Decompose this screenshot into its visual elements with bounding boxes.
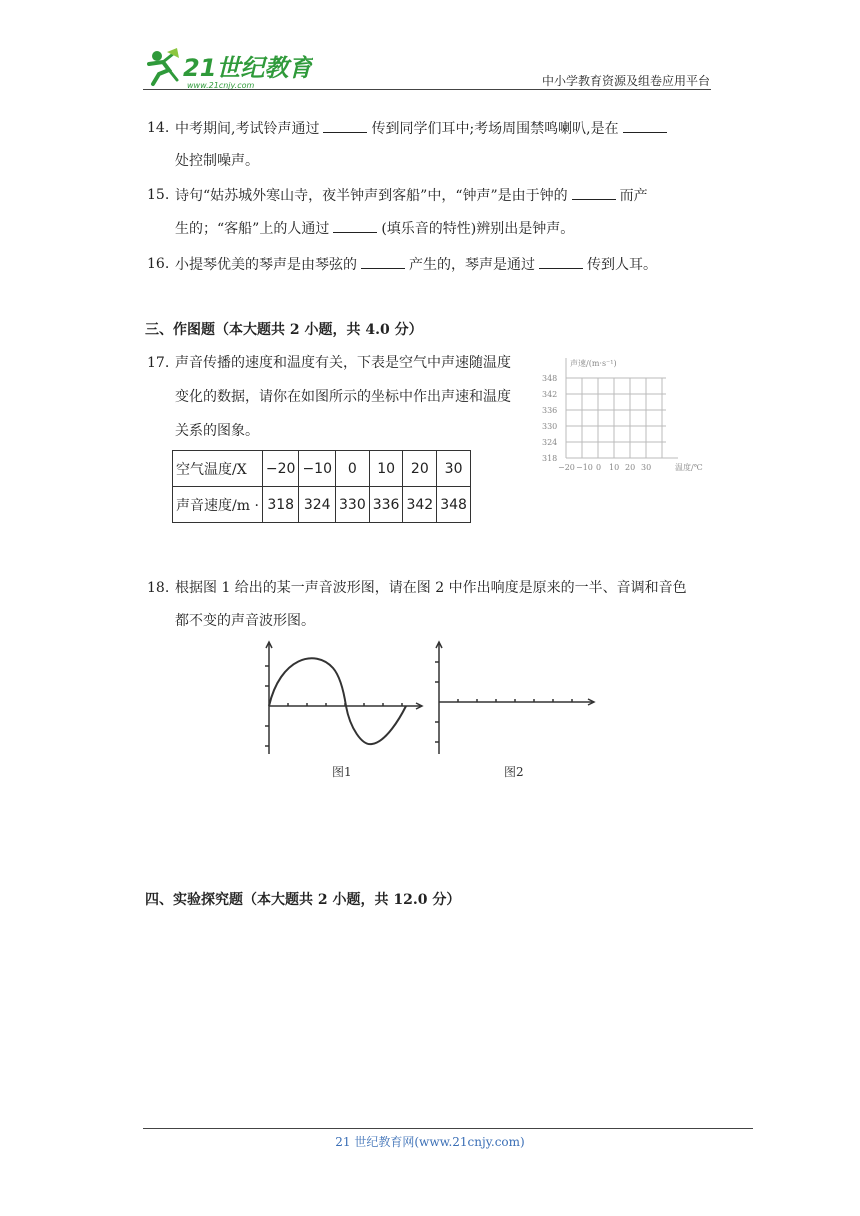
q14-line1: 中考期间,考试铃声通过 传到同学们耳中;考场周围禁鸣喇叭,是在 xyxy=(175,118,671,139)
table-row xyxy=(173,487,471,523)
table-row xyxy=(173,451,471,487)
grid-x-tick: 30 xyxy=(641,463,652,472)
grid-x-tick: 0 xyxy=(596,463,602,472)
table-cell: 空气温度/X xyxy=(173,451,263,487)
grid-x-tick: −10 xyxy=(576,463,593,472)
footer-link[interactable]: 21 世纪教育网(www.21cnjy.com) xyxy=(335,1135,525,1149)
q18-line2: 都不变的声音波形图。 xyxy=(175,613,315,629)
table-cell: 342 xyxy=(403,487,437,523)
sound-speed-table xyxy=(172,450,471,523)
q16-line: 小提琴优美的琴声是由琴弦的 产生的，琴声是通过 传到人耳。 xyxy=(175,254,657,275)
table-cell: 318 xyxy=(262,487,299,523)
q15-line1: 诗句“姑苏城外寒山寺，夜半钟声到客船”中，“钟声”是由于钟的 而产 xyxy=(175,185,648,206)
table-cell: −10 xyxy=(299,451,336,487)
table-cell: 324 xyxy=(299,487,336,523)
table-cell: 336 xyxy=(369,487,403,523)
svg-text:www.21cnjy.com: www.21cnjy.com xyxy=(187,81,255,90)
grid-x-label: 温度/℃ xyxy=(675,463,703,472)
figure-2-axes xyxy=(430,638,600,783)
table-cell: 10 xyxy=(369,451,403,487)
grid-y-tick: 342 xyxy=(542,390,558,399)
figure-2-caption: 图2 xyxy=(504,765,524,779)
grid-y-tick: 336 xyxy=(542,406,558,415)
table-cell: 声音速度/m · xyxy=(173,487,263,523)
table-cell: 30 xyxy=(437,451,471,487)
q14-blank-2[interactable] xyxy=(623,118,667,133)
grid-y-tick: 330 xyxy=(542,422,558,431)
q18-line1: 根据图 1 给出的某一声音波形图，请在图 2 中作出响度是原来的一半、音调和音色 xyxy=(175,580,687,596)
q15-blank-1[interactable] xyxy=(572,185,616,200)
figure-1-waveform xyxy=(260,638,430,783)
section-3-heading: 三、作图题（本大题共 2 小题，共 4.0 分） xyxy=(145,322,423,338)
speed-temperature-grid xyxy=(540,352,715,474)
grid-x-tick: −20 xyxy=(558,463,575,472)
table-cell: 0 xyxy=(336,451,370,487)
q16-blank-2[interactable] xyxy=(539,254,583,269)
q17-line2: 变化的数据，请你在如图所示的坐标中作出声速和温度 xyxy=(175,389,511,405)
q17-line3: 关系的图象。 xyxy=(175,423,259,439)
table-cell: 20 xyxy=(403,451,437,487)
table-cell: −20 xyxy=(262,451,299,487)
q15-line2: 生的；“客船”上的人通过 (填乐音的特性)辨别出是钟声。 xyxy=(175,218,574,239)
q17-number: 17. xyxy=(147,355,170,371)
grid-y-label: 声速/(m·s⁻¹) xyxy=(570,359,617,368)
header-divider xyxy=(143,89,711,90)
q14-line2: 处控制噪声。 xyxy=(175,153,259,169)
grid-x-tick: 10 xyxy=(609,463,620,472)
grid-x-tick: 20 xyxy=(625,463,636,472)
table-cell: 330 xyxy=(336,487,370,523)
table-cell: 348 xyxy=(437,487,471,523)
q14-blank-1[interactable] xyxy=(323,118,367,133)
platform-name: 中小学教育资源及组卷应用平台 xyxy=(541,74,710,88)
q15-number: 15. xyxy=(147,187,170,203)
footer-divider xyxy=(143,1128,753,1129)
q16-number: 16. xyxy=(147,256,170,272)
figure-1-caption: 图1 xyxy=(332,765,352,779)
grid-y-tick: 348 xyxy=(542,374,558,383)
q16-blank-1[interactable] xyxy=(361,254,405,269)
q15-blank-2[interactable] xyxy=(333,218,377,233)
svg-text:21世纪教育: 21世纪教育 xyxy=(183,54,313,82)
section-4-heading: 四、实验探究题（本大题共 2 小题，共 12.0 分） xyxy=(145,892,461,908)
grid-y-tick: 318 xyxy=(542,454,558,463)
q18-number: 18. xyxy=(147,580,170,596)
q14-number: 14. xyxy=(147,120,170,136)
grid-y-tick: 324 xyxy=(542,438,558,447)
q17-line1: 声音传播的速度和温度有关，下表是空气中声速随温度 xyxy=(175,355,511,371)
